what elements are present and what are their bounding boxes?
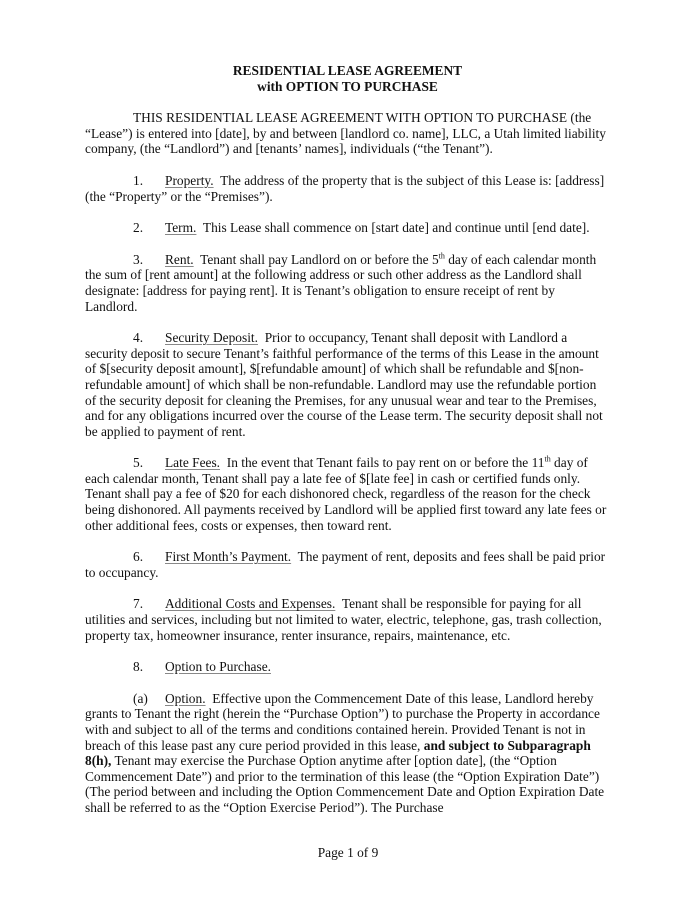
- section-number: 6.: [133, 549, 144, 565]
- section-heading: Additional Costs and Expenses.: [165, 596, 336, 612]
- section-text: In the event that Tenant fails to pay rent on or before the 11: [226, 455, 545, 471]
- subsection-8a: [85, 691, 610, 816]
- intro-line1: THIS RESIDENTIAL LEASE AGREEMENT WITH OPTION TO PURCHASE (the: [133, 110, 592, 126]
- subsection-number: (a): [133, 690, 148, 706]
- section-number: 2.: [133, 220, 144, 236]
- section-number: 1.: [133, 172, 144, 188]
- subsection-text-cont: Tenant may exercise the Purchase Option anytime after [option date], (the “Option Commencement Date”) and prior to the termination of this lease (the “Option Expiration Date”) (The period between and including the Option Commencement Date and Option Expiration Date shall be referred to as the “Option Exercise Period”). The Purchase: [85, 753, 605, 815]
- section-number: 4.: [133, 330, 144, 346]
- section-1: [85, 173, 610, 204]
- intro-line2: “Lease”) is entered into [date], by and between [landlord co. name], LLC, a Utah limited: [85, 125, 561, 141]
- section-7: [85, 596, 610, 643]
- section-heading: Option to Purchase.: [165, 659, 271, 675]
- section-text: Tenant shall pay Landlord on or before the 5: [200, 251, 439, 267]
- section-heading: First Month’s Payment.: [165, 549, 292, 565]
- subsection-text: Effective upon the Commencement Date of this lease, Landlord hereby grants to Tenant the right (herein the “Purchase Option”) to purchase the Property in accordance with and subject to all of the terms and conditions contained herein. Provided Tenant is not in breach of this lease past any cure period provided in this lease,: [85, 690, 600, 753]
- section-text: The payment of rent, deposits and fees shall be paid prior to occupancy.: [85, 549, 606, 580]
- section-number: 7.: [133, 596, 144, 612]
- section-heading: Rent.: [165, 251, 194, 267]
- document-title-line1: RESIDENTIAL LEASE AGREEMENT: [232, 63, 463, 78]
- section-6: [85, 549, 610, 580]
- subsection-bold-text: and subject to Subparagraph 8(h),: [85, 737, 591, 769]
- section-heading: Term.: [165, 220, 197, 236]
- subsection-heading: Option.: [165, 690, 206, 706]
- section-number: 5.: [133, 455, 144, 471]
- section-5: [85, 455, 610, 533]
- ordinal-superscript: th: [438, 251, 445, 261]
- section-text-cont: day of each calendar month, Tenant shall pay a late fee of $[late fee] in cash or certified funds only. Tenant shall pay a fee of $20 for each dishonored check, regardless of the reason for the check being dishonored. All payments received by Landlord will be applied first toward any late fees or other additional fees, costs or expenses, then toward rent.: [85, 455, 607, 533]
- section-heading: Security Deposit.: [165, 330, 258, 346]
- intro-line3: liability company, (the “Landlord”) and [tenants’ names], individuals (“the Tenant”).: [85, 125, 606, 157]
- section-text-cont: day of each calendar month the sum of [rent amount] at the following address or such other address as the Landlord shall designate: [address for paying rent]. It is Tenant’s obligation to ensure receipt of rent by Landlord.: [85, 251, 597, 314]
- section-number: 8.: [133, 659, 144, 675]
- section-2: [85, 220, 610, 236]
- section-8: [85, 659, 610, 675]
- intro-paragraph: [85, 110, 610, 157]
- section-3: [85, 252, 610, 314]
- section-text: The address of the property that is the subject of this Lease is: [address] (the “Property” or the “Premises”).: [85, 172, 605, 204]
- document-page: [85, 63, 610, 816]
- section-number: 3.: [133, 251, 144, 267]
- document-title-line2: with OPTION TO PURCHASE: [257, 78, 438, 94]
- section-heading: Late Fees.: [165, 455, 221, 471]
- section-text: Prior to occupancy, Tenant shall deposit with Landlord a security deposit to secure Tenant’s faithful performance of the terms of this Lease in the amount of $[security deposit amount], $[refundable amount] of which shall be refundable and $[non-refundable amount] of which shall be non-refundable. Landlord may use the refundable portion of the security deposit for cleaning the Premises, for any unusual wear and tear to the Premises, and for any obligations incurred over the course of the Lease term. The security deposit shall not be applied to payment of rent.: [85, 330, 603, 439]
- page-number-footer: Page 1 of 9: [317, 845, 379, 860]
- section-text: Tenant shall be responsible for paying for all utilities and services, including but not limited to water, electric, telephone, gas, trash collection, property tax, homeowner insurance, renter insurance, repairs, maintenance, etc.: [85, 596, 602, 643]
- ordinal-superscript: th: [544, 454, 551, 464]
- section-4: [85, 330, 610, 439]
- section-text: This Lease shall commence on [start date] and continue until [end date].: [202, 220, 590, 236]
- section-heading: Property.: [165, 172, 214, 188]
